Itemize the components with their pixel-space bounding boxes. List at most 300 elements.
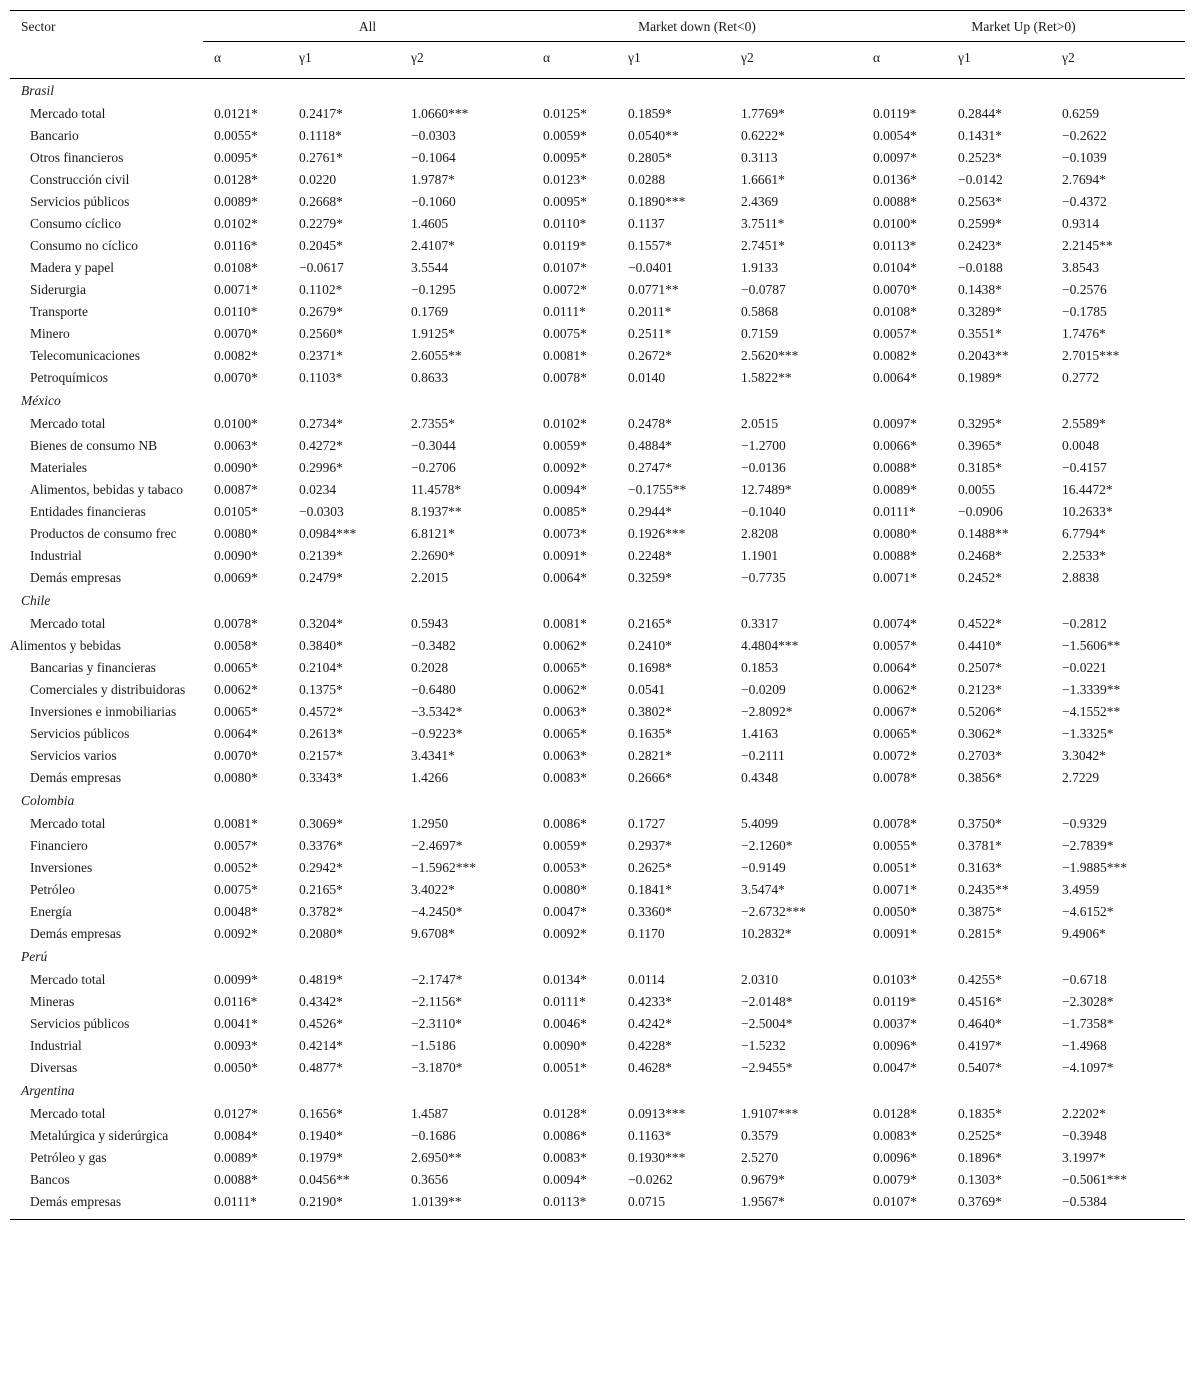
results-table: [10, 10, 1185, 1220]
value-cell: 0.0054*: [873, 128, 917, 143]
value-cell: 0.3802*: [628, 704, 672, 719]
value-cell: −0.1295: [411, 282, 456, 297]
value-cell: 0.2423*: [958, 238, 1002, 253]
value-cell: 2.0310: [741, 972, 779, 987]
group-header-market-up: Market Up (Ret>0): [862, 11, 1185, 42]
value-cell: 0.1896*: [958, 1150, 1002, 1165]
value-cell: −0.2622: [1062, 128, 1107, 143]
value-cell: 0.6259: [1062, 106, 1100, 121]
value-cell: 0.0715: [628, 1194, 666, 1209]
value-cell: 0.3781*: [958, 838, 1002, 853]
table-row: [10, 901, 1185, 923]
sector-label: Mineras: [30, 994, 75, 1009]
value-cell: 0.2080*: [299, 926, 343, 941]
sector-label: Consumo cíclico: [30, 216, 122, 231]
value-cell: 0.1635*: [628, 726, 672, 741]
value-cell: 0.0070*: [214, 748, 258, 763]
value-cell: 0.0063*: [543, 748, 587, 763]
value-cell: 2.2145**: [1062, 238, 1113, 253]
value-cell: 0.0108*: [214, 260, 258, 275]
value-cell: 0.0095*: [543, 150, 587, 165]
value-cell: 3.7511*: [741, 216, 785, 231]
value-cell: 0.3062*: [958, 726, 1002, 741]
value-cell: 0.1769: [411, 304, 449, 319]
value-cell: −1.5232: [741, 1038, 786, 1053]
value-cell: 0.0104*: [873, 260, 917, 275]
value-cell: 0.2599*: [958, 216, 1002, 231]
value-cell: 0.2410*: [628, 638, 672, 653]
sector-label: Petróleo: [30, 882, 75, 897]
value-cell: −0.0617: [299, 260, 344, 275]
sector-label: Financiero: [30, 838, 88, 853]
value-cell: 0.0075*: [214, 882, 258, 897]
section-row: [10, 789, 1185, 813]
value-cell: 0.0080*: [214, 526, 258, 541]
value-cell: 0.3360*: [628, 904, 672, 919]
value-cell: −4.6152*: [1062, 904, 1114, 919]
table-row: [10, 191, 1185, 213]
value-cell: 0.2672*: [628, 348, 672, 363]
section-heading: México: [21, 393, 61, 408]
value-cell: 0.0066*: [873, 438, 917, 453]
value-cell: 0.0111*: [214, 1194, 257, 1209]
table-row: [10, 301, 1185, 323]
value-cell: 1.1901: [741, 548, 779, 563]
table-row: [10, 835, 1185, 857]
sector-label: Madera y papel: [30, 260, 114, 275]
table-row: [10, 457, 1185, 479]
sector-label: Mercado total: [30, 972, 106, 987]
value-cell: 0.2435**: [958, 882, 1009, 897]
sector-label: Otros financieros: [30, 150, 124, 165]
table-row: [10, 147, 1185, 169]
value-cell: 0.2563*: [958, 194, 1002, 209]
value-cell: 2.7229: [1062, 770, 1100, 785]
sector-label: Demás empresas: [30, 770, 122, 785]
value-cell: 0.0107*: [873, 1194, 917, 1209]
value-cell: 0.2772: [1062, 370, 1100, 385]
value-cell: 0.1431*: [958, 128, 1002, 143]
value-cell: 0.2507*: [958, 660, 1002, 675]
sector-label: Mercado total: [30, 416, 106, 431]
value-cell: 0.2805*: [628, 150, 672, 165]
table-row: [10, 479, 1185, 501]
value-cell: 0.2613*: [299, 726, 343, 741]
value-cell: 0.0116*: [214, 238, 258, 253]
value-cell: 0.3163*: [958, 860, 1002, 875]
value-cell: 0.0048: [1062, 438, 1100, 453]
value-cell: 0.2937*: [628, 838, 672, 853]
value-cell: 0.0037*: [873, 1016, 917, 1031]
sub-header: γ2: [411, 42, 532, 79]
sector-label: Transporte: [30, 304, 89, 319]
value-cell: −0.4372: [1062, 194, 1107, 209]
sub-header: γ2: [741, 42, 862, 79]
table-row: [10, 857, 1185, 879]
section-row: [10, 589, 1185, 613]
value-cell: 0.0080*: [873, 526, 917, 541]
value-cell: 0.0081*: [543, 616, 587, 631]
value-cell: 0.0090*: [214, 460, 258, 475]
value-cell: 0.4272*: [299, 438, 343, 453]
results-table-container: [10, 10, 1185, 1220]
value-cell: −0.5061***: [1062, 1172, 1127, 1187]
section-heading: Argentina: [21, 1083, 75, 1098]
sector-label: Inversiones: [30, 860, 93, 875]
value-cell: 0.2996*: [299, 460, 343, 475]
value-cell: 0.2666*: [628, 770, 672, 785]
value-cell: 1.9107***: [741, 1106, 799, 1121]
value-cell: 0.0084*: [214, 1128, 258, 1143]
value-cell: −0.6718: [1062, 972, 1107, 987]
value-cell: 0.3782*: [299, 904, 343, 919]
sector-label: Telecomunicaciones: [30, 348, 141, 363]
value-cell: 5.4099: [741, 816, 779, 831]
value-cell: 0.4214*: [299, 1038, 343, 1053]
value-cell: −4.1097*: [1062, 1060, 1114, 1075]
value-cell: 0.0053*: [543, 860, 587, 875]
value-cell: 0.0128*: [543, 1106, 587, 1121]
value-cell: 0.0540**: [628, 128, 679, 143]
value-cell: 0.0108*: [873, 304, 917, 319]
value-cell: 0.4242*: [628, 1016, 672, 1031]
value-cell: −0.1064: [411, 150, 456, 165]
value-cell: 0.2679*: [299, 304, 343, 319]
table-row: [10, 723, 1185, 745]
value-cell: 1.4605: [411, 216, 449, 231]
value-cell: −2.1747*: [411, 972, 463, 987]
value-cell: 0.2468*: [958, 548, 1002, 563]
value-cell: 0.2815*: [958, 926, 1002, 941]
value-cell: 0.0067*: [873, 704, 917, 719]
value-cell: 0.0070*: [214, 370, 258, 385]
value-cell: 0.0073*: [543, 526, 587, 541]
sector-label: Diversas: [30, 1060, 78, 1075]
value-cell: 0.4228*: [628, 1038, 672, 1053]
value-cell: 0.0050*: [214, 1060, 258, 1075]
section-heading: Perú: [21, 949, 48, 964]
sector-label: Industrial: [30, 548, 82, 563]
value-cell: 0.0134*: [543, 972, 587, 987]
value-cell: 0.0089*: [873, 482, 917, 497]
value-cell: 0.2478*: [628, 416, 672, 431]
value-cell: 0.0119*: [873, 106, 917, 121]
value-cell: 0.2523*: [958, 150, 1002, 165]
value-cell: −0.0787: [741, 282, 786, 297]
value-cell: −0.9329: [1062, 816, 1107, 831]
value-cell: 0.2190*: [299, 1194, 343, 1209]
value-cell: −0.2576: [1062, 282, 1107, 297]
value-cell: −0.0136: [741, 460, 786, 475]
table-row: [10, 1057, 1185, 1079]
sector-label: Alimentos, bebidas y tabaco: [30, 482, 183, 497]
value-cell: 0.0055*: [214, 128, 258, 143]
group-header-all: All: [203, 11, 532, 42]
value-cell: 0.0113*: [873, 238, 917, 253]
value-cell: 2.4107*: [411, 238, 455, 253]
value-cell: 0.0063*: [543, 704, 587, 719]
value-cell: 0.2734*: [299, 416, 343, 431]
value-cell: 0.0047*: [543, 904, 587, 919]
value-cell: 0.1841*: [628, 882, 672, 897]
sector-label: Servicios públicos: [30, 726, 130, 741]
value-cell: −0.1040: [741, 504, 786, 519]
section-row: [10, 945, 1185, 969]
section-heading: Brasil: [21, 83, 55, 98]
value-cell: 0.0128*: [214, 172, 258, 187]
value-cell: 4.4804***: [741, 638, 799, 653]
value-cell: 0.0051*: [543, 1060, 587, 1075]
value-cell: 0.0456**: [299, 1172, 350, 1187]
value-cell: −0.3044: [411, 438, 456, 453]
value-cell: 0.1170: [628, 926, 665, 941]
value-cell: −0.2111: [741, 748, 785, 763]
value-cell: −1.2700: [741, 438, 786, 453]
value-cell: 2.6950**: [411, 1150, 462, 1165]
table-row: [10, 923, 1185, 945]
value-cell: −1.3325*: [1062, 726, 1114, 741]
value-cell: 0.0071*: [873, 882, 917, 897]
value-cell: 0.1375*: [299, 682, 343, 697]
value-cell: 0.0062*: [873, 682, 917, 697]
value-cell: −0.9223*: [411, 726, 463, 741]
sub-header: γ1: [299, 42, 411, 79]
value-cell: 0.0050*: [873, 904, 917, 919]
value-cell: 9.4906*: [1062, 926, 1106, 941]
value-cell: −0.0188: [958, 260, 1003, 275]
value-cell: 0.0110*: [543, 216, 587, 231]
sub-header: γ2: [1062, 42, 1185, 79]
value-cell: 0.0136*: [873, 172, 917, 187]
sub-header: α: [203, 42, 299, 79]
value-cell: 0.0057*: [873, 638, 917, 653]
value-cell: −4.1552**: [1062, 704, 1121, 719]
table-row: [10, 1035, 1185, 1057]
value-cell: 0.4572*: [299, 704, 343, 719]
value-cell: 0.0081*: [543, 348, 587, 363]
value-cell: 1.0139**: [411, 1194, 462, 1209]
value-cell: 0.0065*: [214, 704, 258, 719]
table-row: [10, 213, 1185, 235]
table-row: [10, 279, 1185, 301]
value-cell: 0.0119*: [543, 238, 587, 253]
value-cell: 0.0140: [628, 370, 666, 385]
table-body: [10, 79, 1185, 1214]
value-cell: 0.0111*: [543, 994, 586, 1009]
value-cell: 3.4959: [1062, 882, 1100, 897]
value-cell: 0.4640*: [958, 1016, 1002, 1031]
value-cell: 2.4369: [741, 194, 779, 209]
value-cell: 0.0062*: [214, 682, 258, 697]
value-cell: 0.3579: [741, 1128, 779, 1143]
value-cell: 0.0110*: [214, 304, 258, 319]
value-cell: 0.0111*: [543, 304, 586, 319]
table-row: [10, 991, 1185, 1013]
value-cell: 0.0095*: [543, 194, 587, 209]
value-cell: −0.0303: [411, 128, 456, 143]
value-cell: 0.2417*: [299, 106, 343, 121]
value-cell: 0.0541: [628, 682, 666, 697]
value-cell: 0.0078*: [543, 370, 587, 385]
value-cell: 0.4348: [741, 770, 779, 785]
value-cell: 0.1727: [628, 816, 666, 831]
value-cell: 3.8543: [1062, 260, 1100, 275]
value-cell: 0.0078*: [873, 770, 917, 785]
value-cell: 0.0072*: [543, 282, 587, 297]
value-cell: 0.0105*: [214, 504, 258, 519]
value-cell: 0.3551*: [958, 326, 1002, 341]
table-row: [10, 235, 1185, 257]
group-header-market-down: Market down (Ret<0): [532, 11, 862, 42]
value-cell: 3.3042*: [1062, 748, 1106, 763]
sector-label: Demás empresas: [30, 926, 122, 941]
value-cell: 0.1303*: [958, 1172, 1002, 1187]
table-row: [10, 1125, 1185, 1147]
value-cell: 0.1102*: [299, 282, 343, 297]
table-row: [10, 125, 1185, 147]
value-cell: −3.5342*: [411, 704, 463, 719]
table-row: [10, 1013, 1185, 1035]
value-cell: 0.0062*: [543, 638, 587, 653]
value-cell: 0.1853: [741, 660, 779, 675]
value-cell: 0.0063*: [214, 438, 258, 453]
value-cell: 0.2139*: [299, 548, 343, 563]
value-cell: 8.1937**: [411, 504, 462, 519]
table-row: [10, 1103, 1185, 1125]
value-cell: 0.3965*: [958, 438, 1002, 453]
value-cell: 0.6222*: [741, 128, 785, 143]
value-cell: 0.1137: [628, 216, 665, 231]
value-cell: 0.0107*: [543, 260, 587, 275]
value-cell: 0.5206*: [958, 704, 1002, 719]
table-row: [10, 345, 1185, 367]
value-cell: 0.2479*: [299, 570, 343, 585]
table-row: [10, 679, 1185, 701]
value-cell: −2.7839*: [1062, 838, 1114, 853]
value-cell: 0.2625*: [628, 860, 672, 875]
value-cell: 0.0055*: [873, 838, 917, 853]
value-cell: 0.1118*: [299, 128, 342, 143]
table-row: [10, 413, 1185, 435]
value-cell: 0.5943: [411, 616, 449, 631]
header-blank: [10, 42, 203, 79]
value-cell: 0.0088*: [214, 1172, 258, 1187]
value-cell: 0.0093*: [214, 1038, 258, 1053]
value-cell: −2.6732***: [741, 904, 806, 919]
value-cell: 0.0100*: [214, 416, 258, 431]
value-cell: 2.2690*: [411, 548, 455, 563]
value-cell: −0.0142: [958, 172, 1003, 187]
value-cell: 0.4516*: [958, 994, 1002, 1009]
value-cell: 0.4522*: [958, 616, 1002, 631]
value-cell: 0.0070*: [873, 282, 917, 297]
sector-label: Construcción civil: [30, 172, 130, 187]
value-cell: 0.0052*: [214, 860, 258, 875]
value-cell: 0.0059*: [543, 128, 587, 143]
value-cell: 0.3376*: [299, 838, 343, 853]
value-cell: 0.0088*: [873, 548, 917, 563]
value-cell: 0.4233*: [628, 994, 672, 1009]
value-cell: 0.2011*: [628, 304, 672, 319]
value-cell: 1.2950: [411, 816, 449, 831]
value-cell: 0.0065*: [873, 726, 917, 741]
value-cell: 0.0094*: [543, 1172, 587, 1187]
value-cell: 0.0771**: [628, 282, 679, 297]
value-cell: 0.0072*: [873, 748, 917, 763]
value-cell: 0.0128*: [873, 1106, 917, 1121]
value-cell: 0.0086*: [543, 816, 587, 831]
value-cell: 0.0047*: [873, 1060, 917, 1075]
table-row: [10, 1191, 1185, 1213]
table-row: [10, 879, 1185, 901]
value-cell: 0.0085*: [543, 504, 587, 519]
value-cell: 0.0220: [299, 172, 337, 187]
value-cell: 0.4410*: [958, 638, 1002, 653]
sector-label: Demás empresas: [30, 1194, 122, 1209]
value-cell: 0.1438*: [958, 282, 1002, 297]
value-cell: 0.1940*: [299, 1128, 343, 1143]
value-cell: 0.0088*: [873, 194, 917, 209]
value-cell: 0.1835*: [958, 1106, 1002, 1121]
sector-label: Industrial: [30, 1038, 82, 1053]
table-row: [10, 257, 1185, 279]
value-cell: 0.2747*: [628, 460, 672, 475]
value-cell: 0.0064*: [873, 370, 917, 385]
value-cell: 2.2533*: [1062, 548, 1106, 563]
value-cell: 0.7159: [741, 326, 779, 341]
value-cell: 0.3185*: [958, 460, 1002, 475]
value-cell: 0.3295*: [958, 416, 1002, 431]
value-cell: 2.2202*: [1062, 1106, 1106, 1121]
sector-label: Mercado total: [30, 1106, 106, 1121]
value-cell: 2.7355*: [411, 416, 455, 431]
value-cell: −0.0262: [628, 1172, 673, 1187]
value-cell: 1.4587: [411, 1106, 449, 1121]
value-cell: −0.7735: [741, 570, 786, 585]
value-cell: 3.5474*: [741, 882, 785, 897]
sector-label: Consumo no cíclico: [30, 238, 138, 253]
value-cell: 0.0041*: [214, 1016, 258, 1031]
value-cell: 0.0065*: [214, 660, 258, 675]
value-cell: 0.3113: [741, 150, 778, 165]
value-cell: −0.0221: [1062, 660, 1107, 675]
value-cell: 0.0057*: [214, 838, 258, 853]
table-row: [10, 745, 1185, 767]
value-cell: 2.5589*: [1062, 416, 1106, 431]
value-cell: 0.8633: [411, 370, 449, 385]
value-cell: 0.3343*: [299, 770, 343, 785]
value-cell: 0.0079*: [873, 1172, 917, 1187]
value-cell: 3.1997*: [1062, 1150, 1106, 1165]
sector-label: Bancario: [30, 128, 79, 143]
value-cell: 0.2165*: [628, 616, 672, 631]
table-row: [10, 435, 1185, 457]
value-cell: 1.7769*: [741, 106, 785, 121]
value-cell: 0.9314: [1062, 216, 1100, 231]
section-heading: Colombia: [21, 793, 75, 808]
sector-label: Demás empresas: [30, 570, 122, 585]
value-cell: 0.0080*: [543, 882, 587, 897]
value-cell: 0.0055: [958, 482, 996, 497]
value-cell: 0.0083*: [543, 1150, 587, 1165]
value-cell: −2.0148*: [741, 994, 793, 1009]
value-cell: −0.1755**: [628, 482, 687, 497]
section-heading: Chile: [21, 593, 51, 608]
value-cell: −1.5606**: [1062, 638, 1121, 653]
sector-label: Bancarias y financieras: [30, 660, 156, 675]
table-row: [10, 523, 1185, 545]
value-cell: 0.5407*: [958, 1060, 1002, 1075]
